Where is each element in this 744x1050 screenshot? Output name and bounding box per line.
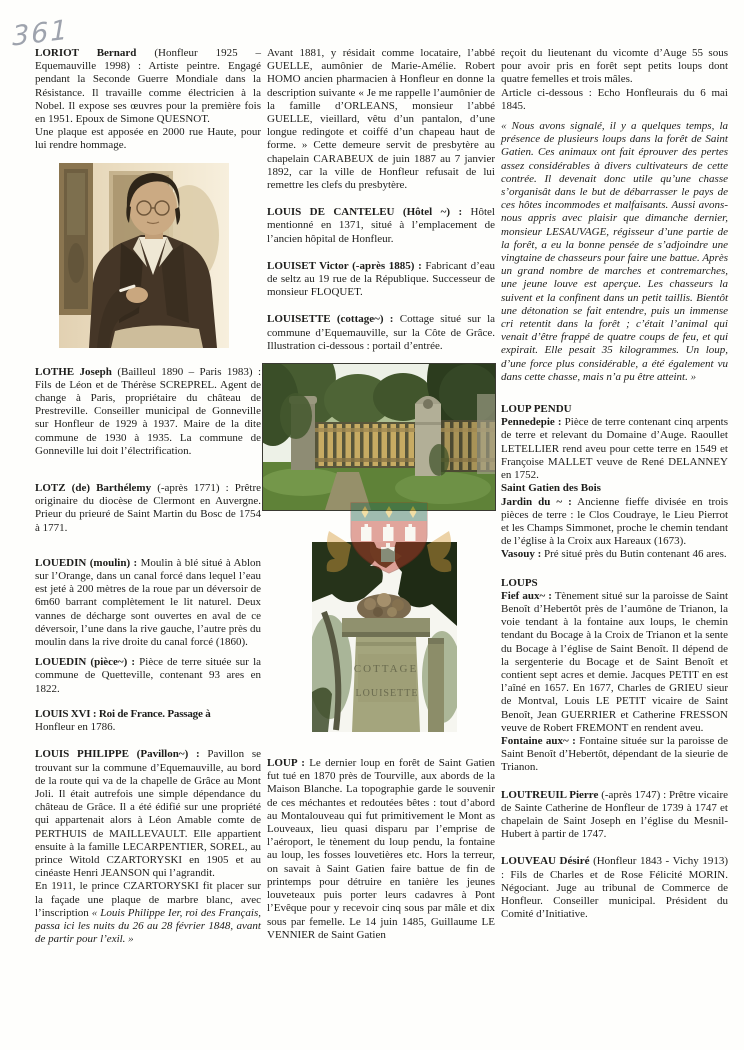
subentry-body: Ancienne fieffe divisée en trois pièces de terre : le Clos Coudraye, le Lieu Pierrot et les Champs Simmonet, proche le chemin tendant de l’église à la Croix aux Hareaux (1673). — [501, 495, 728, 548]
fence — [313, 420, 495, 472]
coat-of-arms-watermark — [321, 501, 457, 579]
column-2 — [267, 0, 495, 942]
entry-heading: LOUPS — [501, 576, 538, 589]
carved-text-line1: COTTAGE — [353, 663, 419, 676]
entry-body: (-après 1747) : Prêtre vicaire de Sainte Catherine de Honfleur de 1739 à 1747 et chapelain de Saint Joseph en l’église du Mesnil-Hubert à partir de 1747. — [501, 788, 728, 841]
entry-term: LOUP : — [267, 757, 305, 770]
subentry-term: Vasouy : — [501, 548, 542, 561]
entry-louedin-piece — [35, 656, 261, 696]
handwritten-page-number: 361 — [11, 14, 70, 53]
entry-term: LOUISET Victor (-après 1885) : — [267, 259, 422, 272]
entry-loup-continuation — [501, 47, 728, 113]
entry-body: Fabricant d’eau de seltz au 19 rue de la République. Successeur de monsieur FLOQUET. — [267, 259, 496, 299]
subentry-body: Fontaine située sur la paroisse de Saint Benoît d’Hebertôt, dépendant de la sieurie de Trianon. — [501, 734, 729, 774]
entry-term: LOUIS DE CANTELEU (Hôtel ~) : — [267, 206, 463, 219]
newspaper-quote — [501, 120, 728, 384]
entry-louis-philippe — [35, 748, 261, 946]
entry-term: LOUIS PHILIPPE (Pavillon~) : — [35, 748, 200, 761]
entry-term: LOUTREUIL Pierre — [501, 788, 599, 801]
gate-photo — [263, 364, 495, 510]
entry-body: Honfleur en 1786. — [35, 721, 116, 734]
framed-painting — [59, 163, 93, 315]
stone-pillar — [342, 618, 430, 732]
entry-term: LOUISETTE (cottage~) : — [267, 313, 394, 326]
entry-body: En 1911, le prince CZARTORYSKI fit placer sur la façade une plaque de marbre blanc, avec l’inscription — [35, 880, 261, 919]
entry-body: Pavillon se trouvant sur la commune d’Equemauville, au bord de la route qui va de la chapelle de Grâce au Mont Joli. Il était autrefois une simple dépendance du château de Grâce. Il a été édifié sur une propriété qui appartenait alors à Léon Amable comte de PERTHUIS de MAILLEVAULT. Elle appartient ensuite à la famille LECARPENTIER, SOREL, au prince Witold CZARTORYSKI en 1905 et au cinéaste Henri JEANSON qui l’agrandit. — [35, 748, 261, 880]
entry-body: Hôtel mentionné en 1371, situé à l’emplacement de l’ancien hôpital de Honfleur. — [267, 206, 495, 245]
article-reference: Article ci-dessous : Echo Honfleurais du 6 mai 1845. — [501, 86, 728, 112]
entry-body: Pièce de terre située sur la commune de Quetteville, contenant 93 ares en 1822. — [35, 656, 262, 695]
subentry-term: Jardin du ~ : — [501, 495, 572, 508]
column-3 — [501, 0, 728, 921]
portrait-photo-illustration — [59, 163, 229, 348]
subentry-term: Fief aux~ : — [501, 589, 552, 602]
entry-body: (Bailleul 1890 – Paris 1983) : Fils de Léon et de Thérèse SCREPREL. Agent de change à Paris, propriétaire du château de Prestreville. Conseiller municipal de Gonneville sur Honfleur de 1929 à 1937. Maire de la dite commune de 1930 à 1935. La commune de Gonneville lui doit l’électrification. — [35, 365, 262, 457]
entry-body: Une plaque est apposée en 2000 rue Haute, pour lui rendre hommage. — [35, 126, 261, 152]
entry-body: (-après 1771) : Prêtre originaire du diocèse de Clermont en Auvergne. Prieur du prieuré de Saint Martin du Bosc de 1754 à 1771. — [35, 482, 261, 534]
entry-heading: LOUP PENDU — [501, 403, 572, 416]
entry-louis-philippe-continuation — [267, 47, 495, 192]
entry-term: LOUEDIN (moulin) : — [35, 556, 138, 569]
entry-louis-de-canteleu — [267, 206, 495, 246]
quote-text: « Nous avons signalé, il y a quelques temps, la présence de plusieurs loups dans la forêt de Saint Gatien. Ces animaux ont fait éprouver des pertes assez considérables à divers cultivateurs de cette contrée. Il devenait donc utile qu’une chasse s’organisât dans le but de débarrasser le pays de ces hôtes incommodes et malfaisants. Aussi avons-nous appris avec plaisir que dimanche dernier, monsieur LESAUVAGE, régisseur d’une partie de la forêt, a eu la bonne pensée de s’adjoindre une vingtaine de chasseurs pour faire une battue. Après un grand nombre de marches et contremarches, une jeune louve est aperçue. Les chasseurs la suivent et la confinent dans un petit taillis. Bientôt une détonation se fait entendre, puis un immense cri retentit dans la forêt ; c’était l’animal qui venait d’être frappé de quatre coups de feu, et qui expirait. Elle pesait 35 kilogrammes. Un loup, d’une force plus considérable, a été également vu dans cette chasse, mais n’a pu être atteint. » — [501, 120, 728, 383]
subentry-term: Pennedepie : — [501, 416, 562, 429]
subentry-body: Pièce de terre contenant cinq arpents de terre et relevant du Domaine d’Auge. Raoullet LETELLIER rend aveu pour cette terre en 1549 et Françoise MALLET veuve de René DELANNEY en 1752. — [501, 416, 728, 482]
entry-body: Avant 1881, y résidait comme locataire, l’abbé GUELLE, aumônier de Marie-Amélie. Robert HOMO ancien pharmacien à Honfleur en donne la description suivante « Je me rappelle l’aumônier de la famille d’ORLEANS, monsieur l’abbé GUELLE, vieillard, vêtu d’un pantalon, d’une longue redingote et coiffé d’un chapeau haut de forme. » Cette demeure servit de presbytère au chapelain CARABEUX de juin 1887 au 7 janvier 1892, car la ville de Honfleur refusait de lui remettre les clefs du presbytère. — [267, 47, 495, 192]
entry-loup — [267, 757, 495, 942]
entry-lothe — [35, 366, 261, 458]
entry-body: Moulin à blé situé à Ablon sur l’Orange, dans un canal forcé dans lequel l’eau est jeté à 200 mètres de la roue par un déversoir de 6m60 barrant complètement le lit naturel. Deux vannes de décharge sont ouvertes en aval de ce déversoir, l’une dans la rive gauche, l’autre près du moulin dans la rive droite du canal forcé (1860). — [35, 556, 262, 649]
subentry-body: Pré situé près du Butin contenant 46 ares. — [544, 548, 727, 561]
entry-body: (Honfleur 1925 – Equemauville 1998) : Artiste peintre. Engagé pendant la Seconde Guerre Mondiale dans la Résistance. Il travaille comme électricien à la Nobel. Il expose ses œuvres pour la première fois en 1951. Epoux de Simone QUESNOT. — [35, 47, 262, 126]
entry-body: Le dernier loup en forêt de Saint Gatien fut tué en 1870 près de Tourville, aux abords de la Maison Blanche. La topographie garde le souvenir de ces méchantes et redoutées bêtes : tout d’abord au Montalouveau qui fut primitivement le Mont as Louveaux, lieu quasi disparu par l’emprise de l’aéroport, le tènement du loup pendu, la fontaine au loup, les fosses louvetières etc. Hors la terreur, on savait à Saint Gatien faire battue de fin de printemps pour détruire en tanière les jeunes louveteaux puis porter leurs cadavres à Pont l’Evêque pour y recevoir cinq sous par mâle et dix sous par femelle. Le 14 juin 1485, Guillaume LE VENNIER de Saint Gatien — [267, 757, 495, 941]
entry-term: LOTZ (de) Barthélemy — [35, 482, 152, 495]
entry-heading-large: LOUIS XVI : Roi de France. Passage à — [35, 707, 211, 720]
gate-photo-illustration — [263, 364, 495, 510]
subentry-body: Tènement situé sur la paroisse de Saint Benoît d’Hebertôt près de l’aumône de Trianon, la voie tendant à la fontaine aux loups, le chemin tendant du Bocage à la Croix de Trianon et la sente du Bocage à l’église de Saint Benoît. Il dépend de la sergenterie du Bocage et de Saint Benoît et contient sept acres et demie. Jacques PETIT en est l’aîné en 1657. En 1677, Charles de GRIEU sieur de Montval, Louis LE PETIT vicaire de Saint Benoît, Jean GUERRIER et Catherine FRESSON veuve de Robert FREMONT en rendent aveu. — [501, 589, 728, 734]
portrait-photo — [59, 163, 229, 348]
subentry-heading: Saint Gatien des Bois — [501, 482, 601, 495]
coat-of-arms-icon — [321, 501, 457, 579]
entry-term: LOTHE Joseph — [35, 365, 112, 378]
column-1 — [35, 0, 261, 946]
entry-louiset — [267, 260, 495, 300]
right-gate-post — [428, 638, 444, 732]
entry-term: LORIOT Bernard — [35, 47, 137, 59]
entry-loups — [501, 577, 728, 775]
subentry-term: Fontaine aux~ : — [501, 734, 576, 747]
entry-louedin-moulin — [35, 557, 261, 649]
plaque-inscription: « Louis Philippe Ier, roi des Français, passa ici les nuits du 26 au 28 février 1848, avant de partir pour l’exil. » — [35, 906, 261, 946]
entry-term: LOUEDIN (pièce~) : — [35, 656, 136, 669]
entry-loutreuil — [501, 789, 728, 842]
entry-body: Cottage situé sur la commune d’Equemauville, sur la Côte de Grâce. Illustration ci-dessous : portail d’entrée. — [267, 313, 496, 352]
far-right-pillar — [477, 394, 495, 474]
entry-louveau — [501, 855, 728, 921]
entry-louisette — [267, 313, 495, 353]
entry-loriot — [35, 47, 261, 153]
entry-loup-pendu — [501, 403, 728, 561]
entry-body: (Honfleur 1843 - Vichy 1913) : Fils de Charles et de Rose Félicité MORIN. Négociant. Juge au tribunal de Commerce de Honfleur. Conseiller municipal. Président du Comité d’Initiative. — [501, 855, 729, 921]
entry-body: reçoit du lieutenant du vicomte d’Auge 55 sous pour avoir pris en forêt sept petits loups dont quatre femelles et trois mâles. — [501, 47, 728, 86]
entry-lotz — [35, 482, 261, 535]
entry-term: LOUVEAU Désiré — [501, 855, 590, 868]
entry-louis-xvi — [35, 708, 261, 734]
carved-text-line2: LOUISETTE — [355, 688, 419, 700]
